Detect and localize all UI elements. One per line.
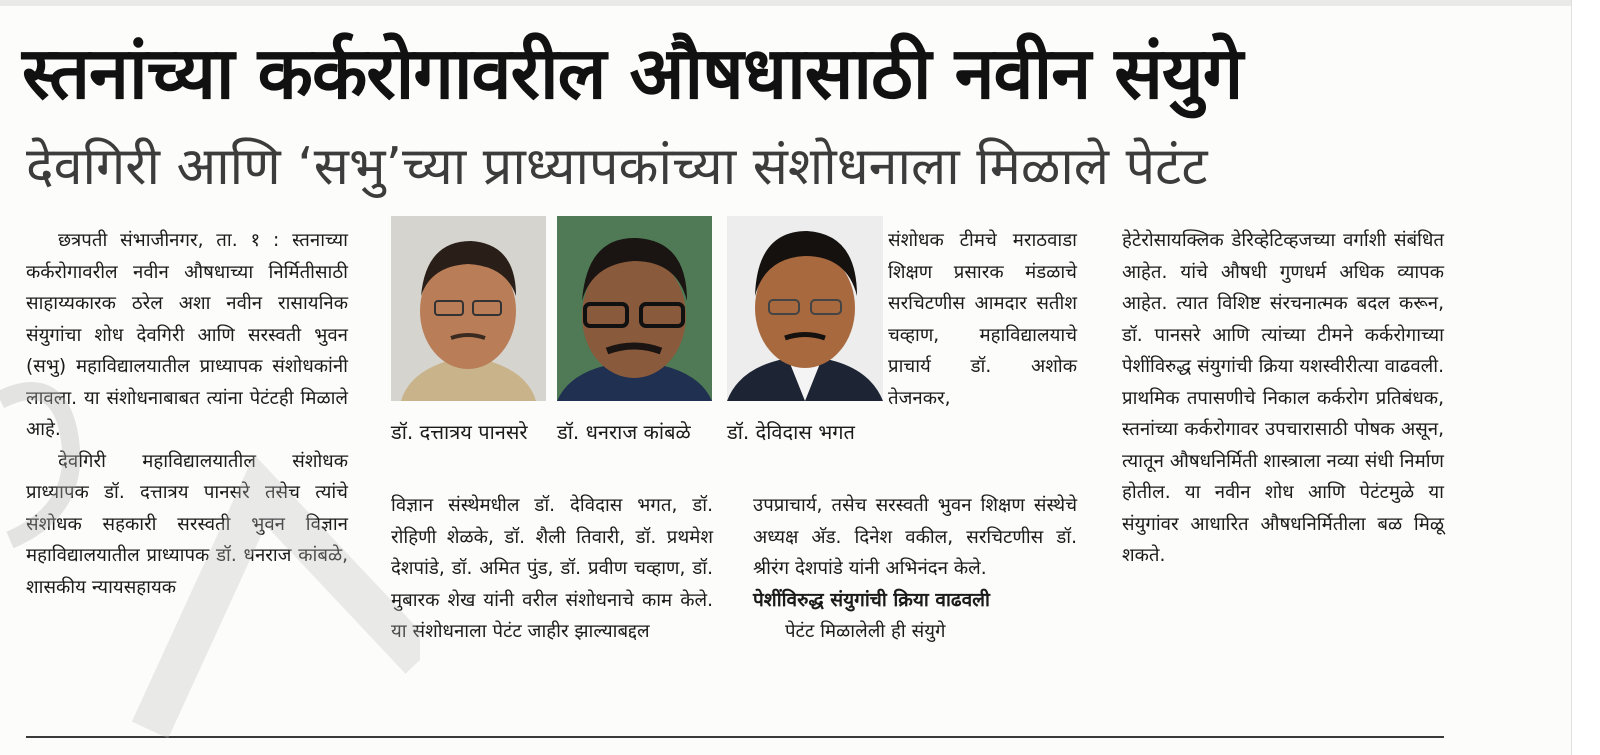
column-4-text: हेटेरोसायक्लिक डेरिव्हेटिव्हजच्या वर्गाशी संबंधित आहेत. यांचे औषधी गुणधर्म अधिक व्यापक आहेत. त्यात विशिष्ट संरचनात्मक बदल करून, डॉ. पानसरे आणि त्यांच्या टीमने कर्करोगाच्या पेशींविरुद्ध संयुगांची क्रिया यशस्वीरीत्या वाढवली. प्राथमिक तपासणीचे निकाल कर्करोग प्रतिबंधक, स्तनांच्या कर्करोगावर उपचारासाठी पोषक असून, त्यातून औषधनिर्मिती शास्त्राला नव्या संधी निर्माण होतील. या नवीन शोध आणि पेटंटमुळे या संयुगांवर आधारित औषधनिर्मितीला बळ मिळू शकते. — [1122, 230, 1444, 566]
article-column-4 — [1122, 225, 1444, 572]
portrait-2-image — [557, 216, 712, 401]
column-3-after-text: पेटंट मिळालेली ही संयुगे — [785, 621, 946, 642]
column-3-text: उपप्राचार्य, तसेच सरस्वती भुवन शिक्षण संस्थेचे अध्यक्ष अ‍ॅड. दिनेश वकील, सरचिटणीस डॉ. श्रीरंग देशपांडे यांनी अभिनंदन केले. — [753, 495, 1077, 579]
photo-caption-2: डॉ. धनराज कांबळे — [557, 420, 691, 444]
article-column-3-top — [888, 225, 1077, 414]
bottom-rule — [26, 736, 1444, 738]
right-margin — [1571, 0, 1600, 755]
column-3-top-text: संशोधक टीमचे मराठवाडा शिक्षण प्रसारक मंडळाचे सरचिटणीस आमदार सतीश चव्हाण, महाविद्यालयाचे प्राचार्य डॉ. अशोक तेजनकर, — [888, 230, 1077, 409]
subheading: पेशींविरुद्ध संयुगांची क्रिया वाढवली — [753, 588, 990, 611]
photo-caption-3: डॉ. देविदास भगत — [727, 420, 855, 444]
portrait-1-image — [391, 216, 546, 401]
paragraph-2: देवगिरी महाविद्यालयातील संशोधक प्राध्यापक डॉ. दत्तात्रय पानसरे तसेच त्यांचे संशोधक सहकारी सरस्वती भुवन विज्ञान महाविद्यालयातील प्राध्यापक डॉ. धनराज कांबळे, शासकीय न्यायसहायक — [26, 450, 348, 598]
portrait-photo-panasare — [391, 216, 546, 401]
subheadline: देवगिरी आणि ‘सभु’च्या प्राध्यापकांच्या संशोधनाला मिळाले पेटंट — [26, 137, 1208, 197]
photo-caption-1: डॉ. दत्तात्रय पानसरे — [391, 420, 528, 444]
headline: स्तनांच्या कर्करोगावरील औषधासाठी नवीन संयुगे — [22, 31, 1243, 115]
portrait-photo-bhagat — [727, 216, 883, 401]
portrait-photo-kamble — [557, 216, 712, 401]
top-edge — [0, 0, 1600, 6]
article-column-1 — [26, 225, 348, 603]
article-column-2 — [391, 490, 713, 648]
article-column-3 — [753, 490, 1077, 648]
dateline-paragraph: छत्रपती संभाजीनगर, ता. १ : स्तनाच्या कर्करोगावरील नवीन औषधाच्या निर्मितीसाठी साहाय्यकारक ठरेल अशा नवीन रासायनिक संयुगांचा शोध देवगिरी आणि सरस्वती भुवन (सभु) महाविद्यालयातील प्राध्यापक संशोधकांनी लावला. या संशोधनाबाबत त्यांना पेटंटही मिळाले आहे. — [26, 230, 348, 440]
portrait-3-image — [727, 216, 883, 401]
column-2-text: विज्ञान संस्थेमधील डॉ. देविदास भगत, डॉ. रोहिणी शेळके, डॉ. शैली तिवारी, डॉ. प्रथमेश देशपांडे, डॉ. अमित पुंड, डॉ. प्रवीण चव्हाण, डॉ. मुबारक शेख यांनी वरील संशोधनाचे काम केले. या संशोधनाला पेटंट जाहीर झाल्याबद्दल — [391, 495, 713, 642]
